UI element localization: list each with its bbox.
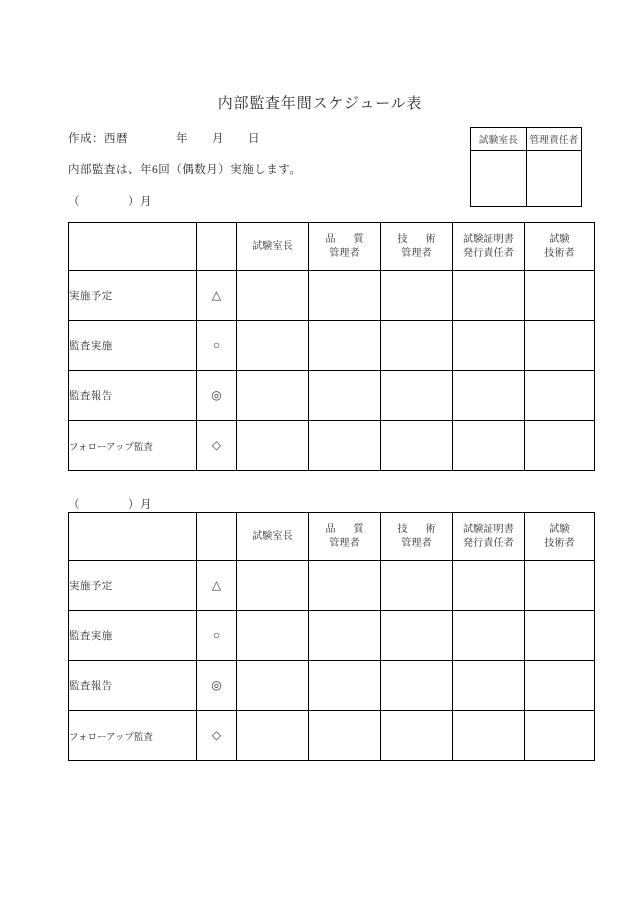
approval-signature-lab-manager[interactable] — [471, 151, 527, 206]
row-symbol-double-circle-icon: ◎ — [197, 371, 237, 421]
header-blank-label — [69, 223, 197, 271]
row-label-planned: 実施予定 — [69, 561, 197, 611]
header-role-quality-manager — [309, 223, 381, 271]
table-row — [69, 711, 595, 761]
header-role-line1: 試験室長 — [252, 530, 293, 542]
table-header-row — [69, 223, 595, 271]
cell-executed-lab-manager[interactable] — [237, 611, 309, 661]
header-role-line1: 試験証明書 — [463, 524, 514, 535]
cell-followup-certificate-issuer[interactable] — [453, 421, 525, 471]
cell-followup-technical-manager[interactable] — [381, 421, 453, 471]
header-role-line1: 技 術 — [397, 234, 440, 245]
month-label-section-2: （ ）月 — [68, 499, 152, 511]
header-role-line1: 試験室長 — [252, 240, 293, 252]
cell-executed-technical-manager[interactable] — [381, 611, 453, 661]
cell-followup-technical-manager[interactable] — [381, 711, 453, 761]
header-role-line1: 品 質 — [325, 524, 368, 535]
cell-report-technical-manager[interactable] — [381, 661, 453, 711]
row-symbol-circle-icon: ○ — [197, 611, 237, 661]
cell-planned-certificate-issuer[interactable] — [453, 561, 525, 611]
header-role-line2: 管理者 — [401, 537, 432, 549]
approval-signature-quality-manager[interactable] — [527, 151, 581, 206]
cell-followup-quality-manager[interactable] — [309, 421, 381, 471]
header-role-quality-manager — [309, 513, 381, 561]
row-label-followup-audit: フォローアップ監査 — [69, 421, 197, 471]
table-row — [69, 421, 595, 471]
header-role-line2: 管理者 — [401, 247, 432, 259]
cell-report-quality-manager[interactable] — [309, 371, 381, 421]
header-role-line1: 試験 — [549, 234, 570, 245]
cell-followup-test-technician[interactable] — [525, 421, 595, 471]
cell-planned-test-technician[interactable] — [525, 561, 595, 611]
header-role-lab-manager — [237, 513, 309, 561]
cell-followup-lab-manager[interactable] — [237, 711, 309, 761]
created-date-line: 作成：西暦 年 月 日 — [68, 133, 260, 145]
header-role-lab-manager — [237, 223, 309, 271]
header-role-line1: 試験証明書 — [463, 234, 514, 245]
header-role-technical-manager — [381, 223, 453, 271]
approval-header-lab-manager: 試験室長 — [471, 128, 527, 150]
schedule-table-section-2 — [68, 512, 595, 761]
row-label-followup-audit: フォローアップ監査 — [69, 711, 197, 761]
cell-planned-certificate-issuer[interactable] — [453, 271, 525, 321]
cell-report-certificate-issuer[interactable] — [453, 661, 525, 711]
header-role-technical-manager — [381, 513, 453, 561]
cell-report-lab-manager[interactable] — [237, 661, 309, 711]
row-symbol-diamond-icon: ◇ — [197, 711, 237, 761]
header-role-line2: 発行責任者 — [463, 537, 514, 549]
approval-box-header-row — [471, 128, 581, 151]
cell-executed-test-technician[interactable] — [525, 321, 595, 371]
page-title: 内部監査年間スケジュール表 — [217, 96, 423, 112]
cell-report-certificate-issuer[interactable] — [453, 371, 525, 421]
header-blank-symbol — [197, 223, 237, 271]
row-symbol-double-circle-icon: ◎ — [197, 661, 237, 711]
header-role-line2: 管理者 — [329, 537, 360, 549]
cell-planned-quality-manager[interactable] — [309, 271, 381, 321]
cell-followup-lab-manager[interactable] — [237, 421, 309, 471]
cell-executed-technical-manager[interactable] — [381, 321, 453, 371]
header-role-line1: 技 術 — [397, 524, 440, 535]
table-row — [69, 371, 595, 421]
header-role-line1: 試験 — [549, 524, 570, 535]
table-header-row — [69, 513, 595, 561]
cell-report-lab-manager[interactable] — [237, 371, 309, 421]
header-role-test-technician — [525, 223, 595, 271]
cell-planned-technical-manager[interactable] — [381, 561, 453, 611]
cell-executed-lab-manager[interactable] — [237, 321, 309, 371]
cell-executed-quality-manager[interactable] — [309, 321, 381, 371]
row-symbol-diamond-icon: ◇ — [197, 421, 237, 471]
cell-planned-quality-manager[interactable] — [309, 561, 381, 611]
table-row — [69, 661, 595, 711]
cell-report-test-technician[interactable] — [525, 371, 595, 421]
row-symbol-triangle-icon: △ — [197, 561, 237, 611]
row-label-audit-executed: 監査実施 — [69, 611, 197, 661]
approval-box-signature-row — [471, 151, 581, 206]
row-label-audit-report: 監査報告 — [69, 371, 197, 421]
cell-report-technical-manager[interactable] — [381, 371, 453, 421]
cell-executed-certificate-issuer[interactable] — [453, 321, 525, 371]
header-role-line2: 管理者 — [329, 247, 360, 259]
row-symbol-triangle-icon: △ — [197, 271, 237, 321]
cell-planned-test-technician[interactable] — [525, 271, 595, 321]
cell-executed-certificate-issuer[interactable] — [453, 611, 525, 661]
approval-header-quality-manager: 管理責任者 — [529, 136, 579, 146]
table-row — [69, 321, 595, 371]
row-symbol-circle-icon: ○ — [197, 321, 237, 371]
month-label-section-1: （ ）月 — [68, 196, 152, 208]
cell-planned-lab-manager[interactable] — [237, 561, 309, 611]
cell-executed-test-technician[interactable] — [525, 611, 595, 661]
approval-box — [470, 127, 582, 207]
row-label-planned: 実施予定 — [69, 271, 197, 321]
table-row — [69, 611, 595, 661]
header-role-certificate-issuer — [453, 513, 525, 561]
table-row — [69, 271, 595, 321]
header-role-test-technician — [525, 513, 595, 561]
schedule-table-section-1 — [68, 222, 595, 471]
cell-report-test-technician[interactable] — [525, 661, 595, 711]
table-row — [69, 561, 595, 611]
header-blank-symbol — [197, 513, 237, 561]
row-label-audit-executed: 監査実施 — [69, 321, 197, 371]
audit-frequency-note: 内部監査は、年6回（偶数月）実施します。 — [68, 164, 302, 176]
header-role-line2: 技術者 — [544, 247, 575, 259]
header-role-line2: 技術者 — [544, 537, 575, 549]
header-role-line2: 発行責任者 — [463, 247, 514, 259]
row-label-audit-report: 監査報告 — [69, 661, 197, 711]
cell-report-quality-manager[interactable] — [309, 661, 381, 711]
cell-planned-lab-manager[interactable] — [237, 271, 309, 321]
cell-planned-technical-manager[interactable] — [381, 271, 453, 321]
header-role-certificate-issuer — [453, 223, 525, 271]
cell-followup-certificate-issuer[interactable] — [453, 711, 525, 761]
cell-followup-test-technician[interactable] — [525, 711, 595, 761]
header-role-line1: 品 質 — [325, 234, 368, 245]
cell-executed-quality-manager[interactable] — [309, 611, 381, 661]
cell-followup-quality-manager[interactable] — [309, 711, 381, 761]
header-blank-label — [69, 513, 197, 561]
